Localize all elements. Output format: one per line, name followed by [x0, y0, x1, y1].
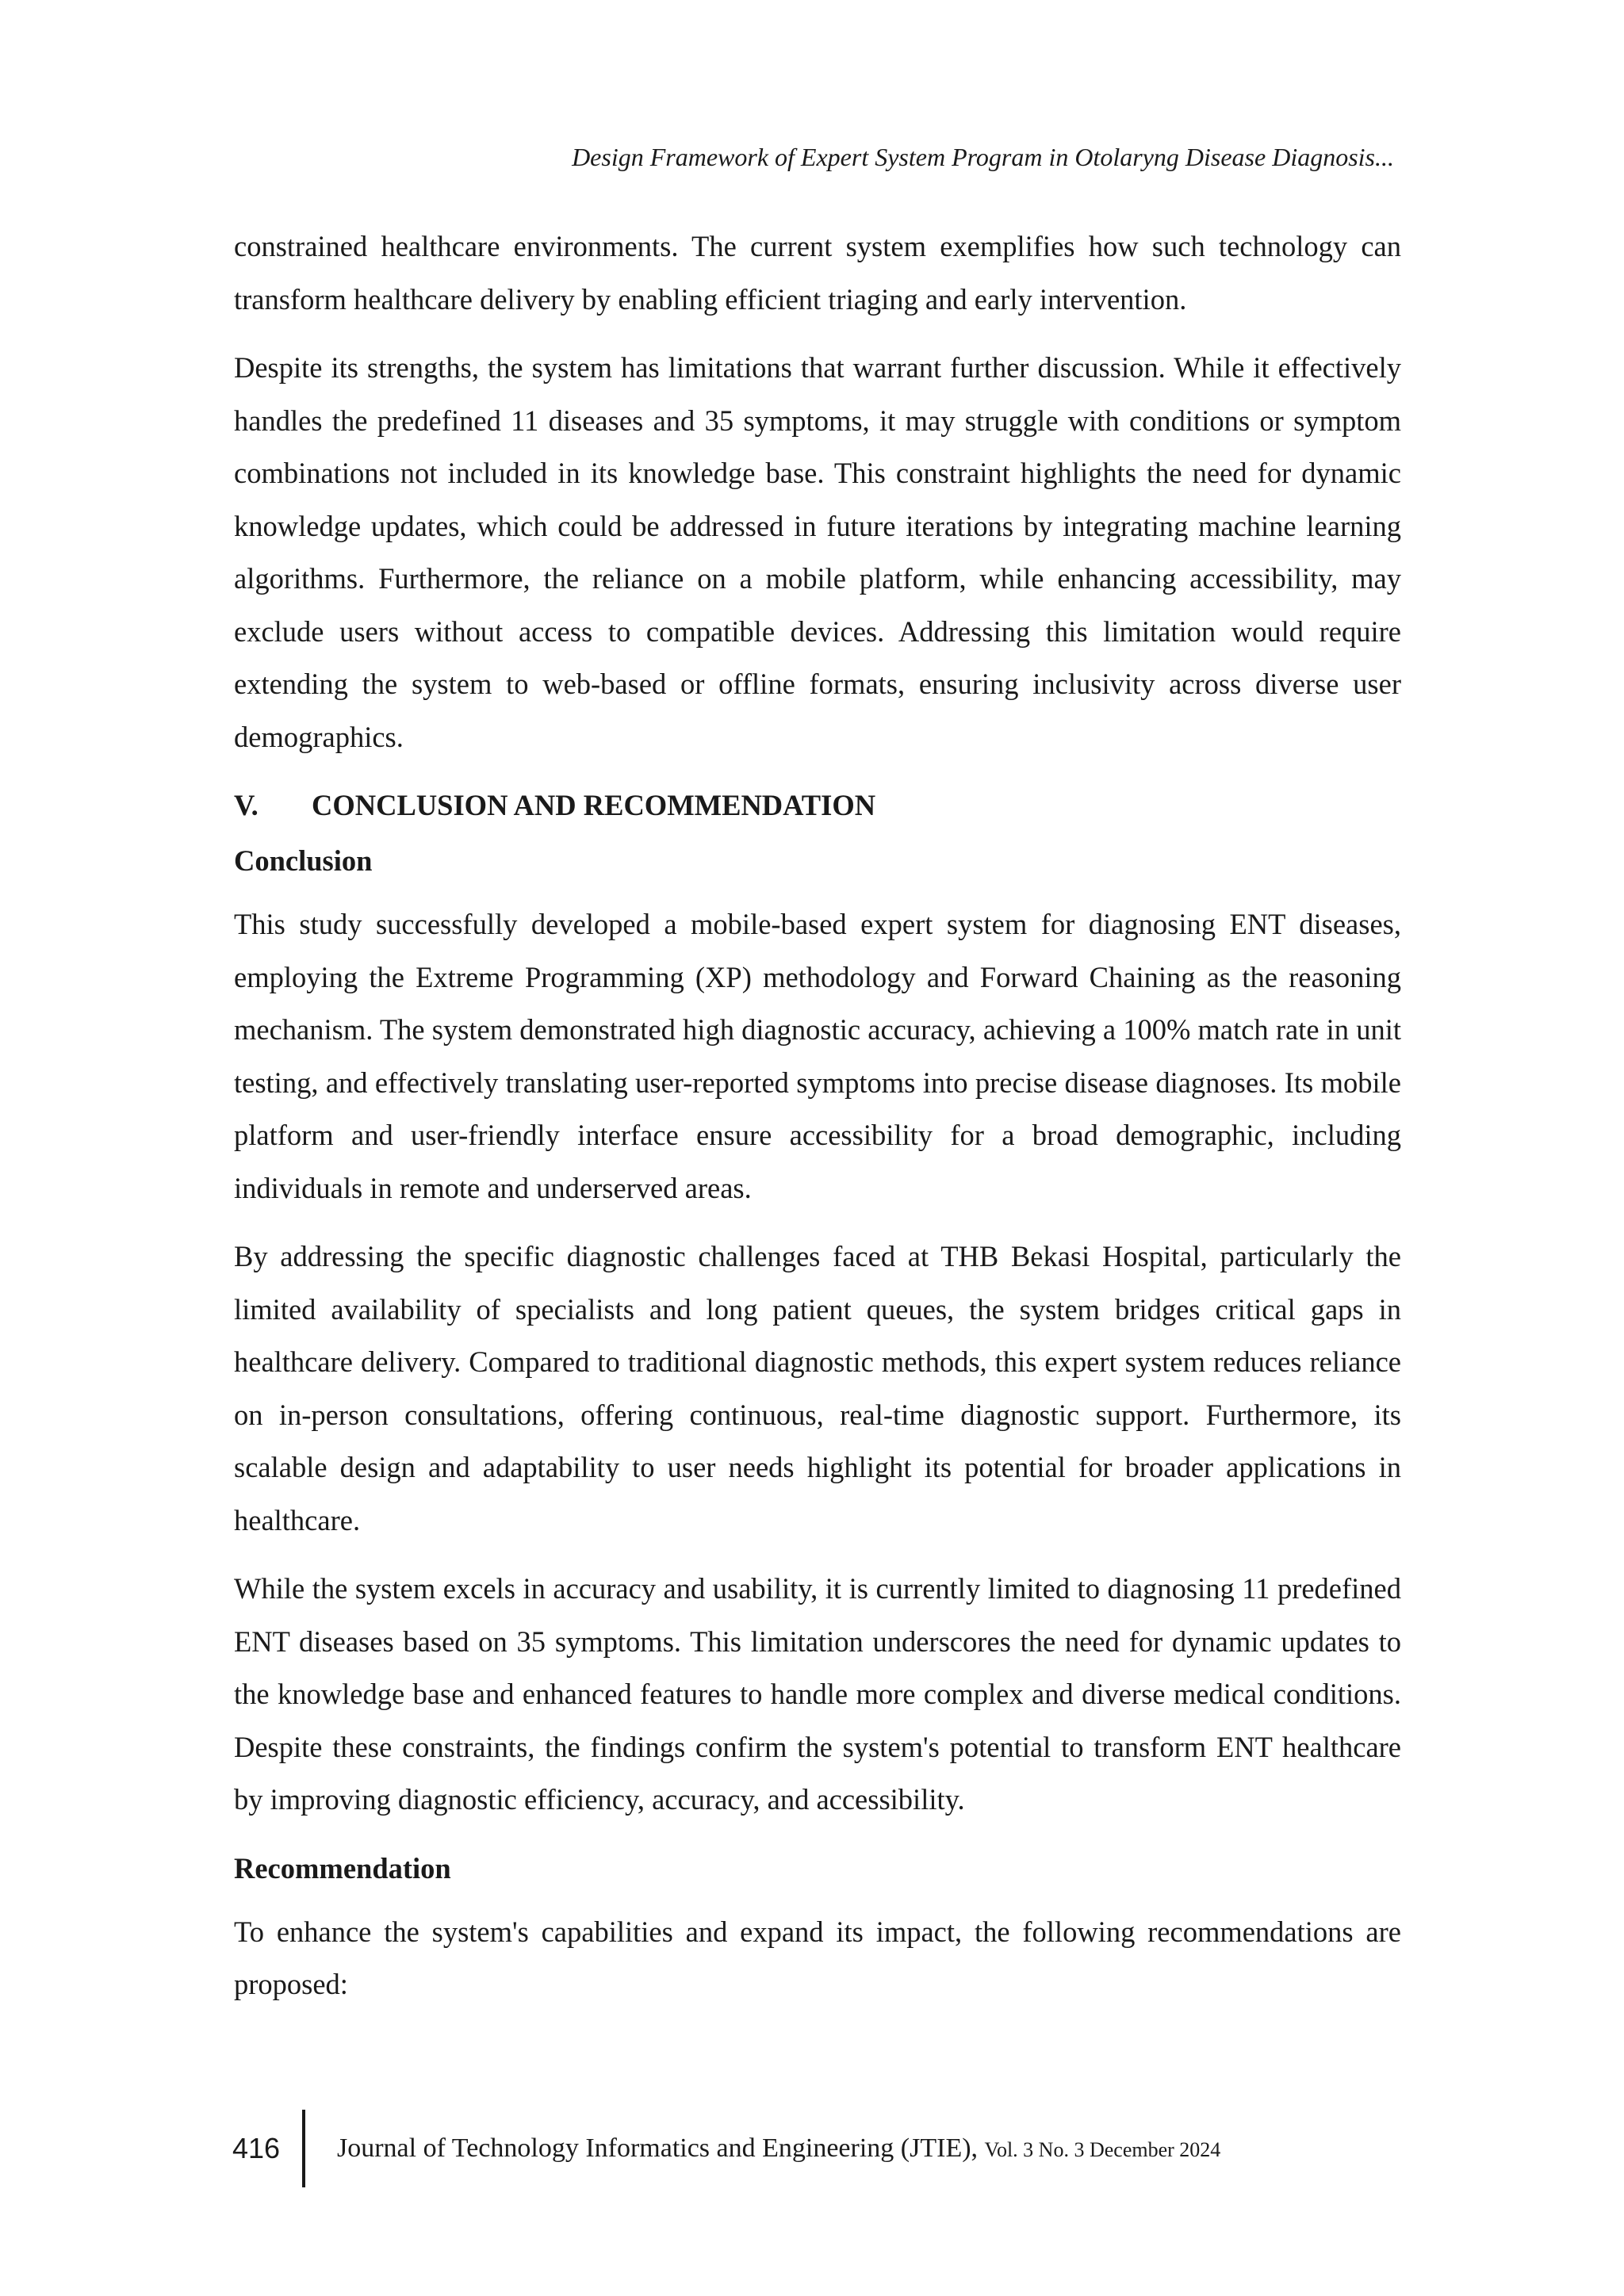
paragraph: While the system excels in accuracy and usability, it is currently limited to diagnosing 11 predefined ENT diseases based on 35 symptoms. This limitation underscores the need for dynamic updates to the knowledge base and enhanced features to handle more complex and diverse medical conditions. Despite these constraints, the findings confirm the system's potential to transform ENT healthcare by improving diagnostic efficiency, accuracy, and accessibility. — [234, 1572, 1401, 1816]
section-title: CONCLUSION AND RECOMMENDATION — [312, 789, 876, 821]
paragraph: constrained healthcare environments. The current system exemplifies how such technology can transform healthcare delivery by enabling efficient triaging and early intervention. — [234, 230, 1401, 316]
paragraph: To enhance the system's capabilities and expand its impact, the following recommendations are proposed: — [234, 1915, 1401, 2000]
paragraph: By addressing the specific diagnostic challenges faced at THB Bekasi Hospital, particularly the limited availability of specialists and long patient queues, the system bridges critical gaps in healthcare delivery. Compared to traditional diagnostic methods, this expert system reduces reliance on in-person consultations, offering continuous, real-time diagnostic support. Furthermore, its scalable design and adaptability to user needs highlight its potential for broader applications in healthcare. — [234, 1240, 1401, 1536]
paragraph: This study successfully developed a mobile-based expert system for diagnosing ENT diseases, employing the Extreme Programming (XP) methodology and Forward Chaining as the reasoning mechanism. The system demonstrated high diagnostic accuracy, achieving a 100% match rate in unit testing, and effectively translating user-reported symptoms into precise disease diagnoses. Its mobile platform and user-friendly interface ensure accessibility for a broad demographic, including individuals in remote and underserved areas. — [234, 908, 1401, 1204]
page-footer — [232, 2109, 1220, 2188]
page-number: 416 — [232, 2132, 281, 2164]
paragraph: Despite its strengths, the system has limitations that warrant further discussion. While it effectively handles the predefined 11 diseases and 35 symptoms, it may struggle with conditions or symptom combinations not included in its knowledge base. This constraint highlights the need for dynamic knowledge updates, which could be addressed in future iterations by integrating machine learning algorithms. Furthermore, the reliance on a mobile platform, while enhancing accessibility, may exclude users without access to compatible devices. Addressing this limitation would require extending the system to web-based or offline formats, ensuring inclusivity across diverse user demographics. — [234, 351, 1401, 753]
section-heading — [234, 779, 1401, 832]
subheading-conclusion: Conclusion — [234, 844, 373, 877]
journal-citation — [337, 2133, 1220, 2164]
body-text — [234, 220, 1401, 2027]
section-number: V. — [234, 789, 259, 821]
subheading-recommendation: Recommendation — [234, 1851, 451, 1885]
journal-issue: Vol. 3 No. 3 December 2024 — [984, 2138, 1221, 2161]
journal-name: Journal of Technology Informatics and Engineering (JTIE), — [337, 2133, 979, 2163]
footer-divider — [302, 2110, 305, 2187]
running-header: Design Framework of Expert System Program in Otolaryng Disease Diagnosis... — [572, 143, 1394, 171]
